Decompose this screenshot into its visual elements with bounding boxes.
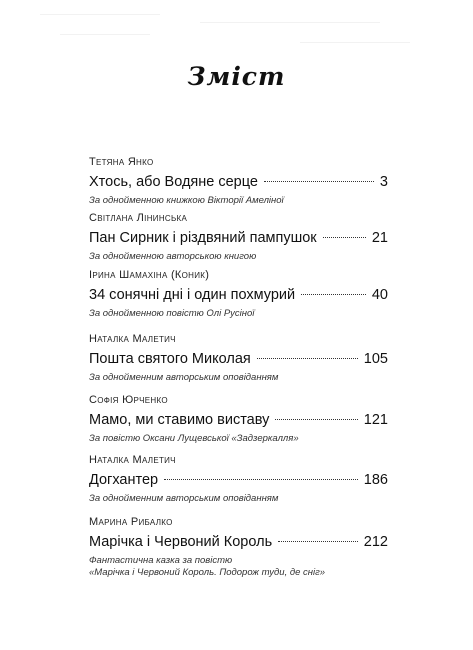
entry-author: Світлана Лінинська [89, 212, 188, 224]
entry-author: Марина Рибалко [89, 516, 173, 528]
toc-entry[interactable] [89, 454, 388, 504]
entry-note: За однойменною повістю Олі Русіної [89, 308, 255, 319]
toc-entry[interactable] [89, 269, 388, 319]
entry-page-number[interactable]: 40 [371, 287, 388, 303]
entry-line[interactable] [89, 472, 388, 489]
entry-title[interactable]: Мамо, ми ставимо виставу [89, 412, 270, 428]
entry-title[interactable]: 34 сонячні дні і один похмурий [89, 287, 296, 303]
entry-page-number[interactable]: 21 [371, 230, 388, 246]
entry-line[interactable] [89, 351, 388, 368]
entry-line[interactable] [89, 287, 388, 304]
entry-page-number[interactable]: 186 [363, 472, 388, 488]
entry-page-number[interactable]: 212 [363, 534, 388, 550]
dot-leader [275, 419, 357, 420]
entry-line[interactable] [89, 230, 388, 247]
dot-leader [264, 181, 374, 182]
entry-page-number[interactable]: 121 [363, 412, 388, 428]
entry-line[interactable] [89, 412, 388, 429]
entry-title[interactable]: Хтось, або Водяне серце [89, 174, 258, 190]
entry-line[interactable] [89, 534, 388, 551]
entry-title[interactable]: Пошта святого Миколая [89, 351, 251, 367]
dot-leader [257, 358, 358, 359]
entry-note: За однойменним авторським оповіданням [89, 493, 279, 504]
toc-entry[interactable] [89, 516, 388, 578]
dot-leader [278, 541, 358, 542]
entry-note: Фантастична казка за повістю [89, 555, 233, 566]
toc-entry[interactable] [89, 333, 388, 383]
entry-note: За повістю Оксани Лущевської «Задзеркалля» [89, 433, 299, 444]
entry-author: Ірина Шамахіна (Коник) [89, 269, 210, 281]
entry-note: За однойменною авторською книгою [89, 251, 257, 262]
dot-leader [164, 479, 358, 480]
dot-leader [323, 237, 366, 238]
faint-background-texture [0, 0, 473, 60]
entry-line[interactable] [89, 174, 388, 191]
entry-author: Тетяна Янко [89, 156, 154, 168]
page-title: Зміст [187, 62, 286, 91]
toc-entry[interactable] [89, 212, 388, 262]
entry-page-number[interactable]: 3 [379, 174, 388, 190]
entry-author: Наталка Малетич [89, 454, 176, 466]
entry-author: Софія Юрченко [89, 394, 168, 406]
entry-author: Наталка Малетич [89, 333, 176, 345]
entry-page-number[interactable]: 105 [363, 351, 388, 367]
entry-title[interactable]: Пан Сирник і різдвяний пампушок [89, 230, 317, 246]
toc-entry[interactable] [89, 394, 388, 444]
entry-note: За однойменним авторським оповіданням [89, 372, 279, 383]
entry-title[interactable]: Догхантер [89, 472, 159, 488]
entry-title[interactable]: Марічка і Червоний Король [89, 534, 273, 550]
entry-note-continued: «Марічка і Червоний Король. Подорож туди, де сніг» [89, 567, 326, 578]
dot-leader [301, 294, 366, 295]
toc-entry[interactable] [89, 156, 388, 206]
entry-note: За однойменною книжкою Вікторії Амеліної [89, 195, 284, 206]
